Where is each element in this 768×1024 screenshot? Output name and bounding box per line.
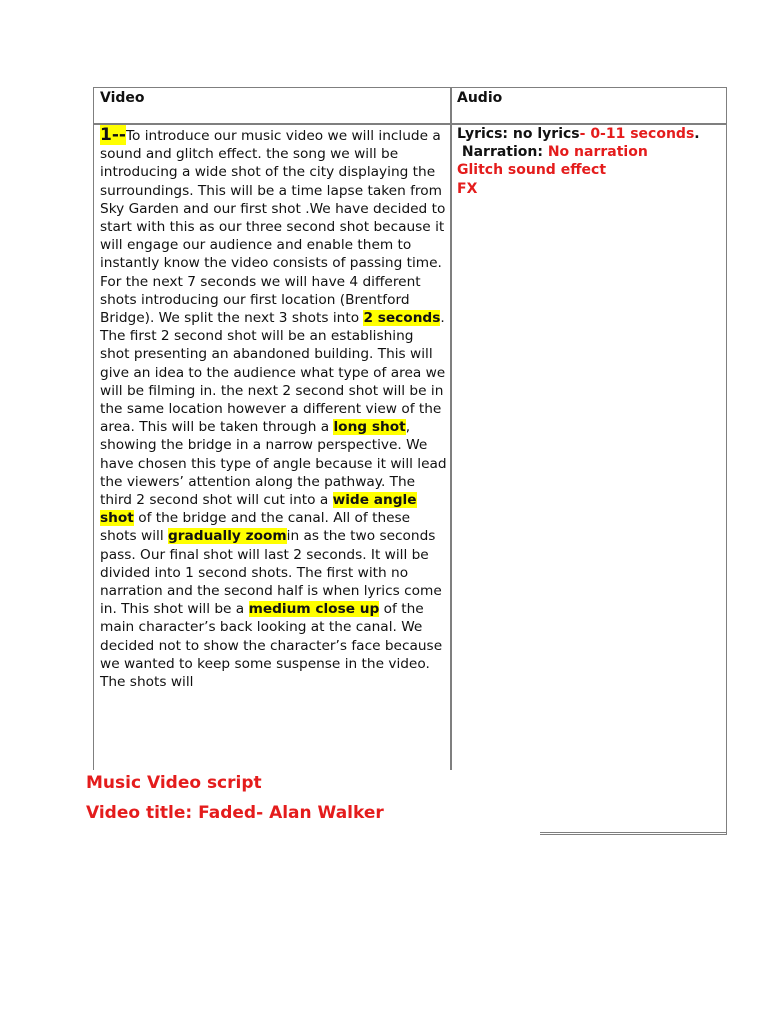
table-bottom-border — [540, 832, 726, 833]
audio-description-cell — [450, 123, 727, 835]
highlight-medium-close-up: medium close up — [248, 601, 380, 618]
video-header-label: Video — [100, 90, 145, 106]
audio-header-cell — [450, 87, 727, 125]
video-description-cell — [93, 123, 452, 774]
highlight-wide-angle-shot: wide angle shot — [100, 492, 417, 527]
video-text-part: To introduce our music video we will include a sound and glitch effect. the song we will be introducing a wide shot of the city displaying the surroundings. This will be a time lapse taken from Sky Garden and our first shot .We have decided to start with this as our three second shot because it will engage our audience and enable them to instantly know the video consists of passing time. For the next 7 seconds we will have 4 different shots introducing our first location (Brentford Bridge). We split the next 3 shots into — [100, 128, 446, 327]
video-description-text — [100, 126, 447, 691]
lyrics-label: Lyrics: no lyrics — [457, 126, 580, 142]
video-text-part: in as the two seconds pass. Our final shot will last 2 seconds. It will be divided into 1 second shots. The first with no narration and the second half is when lyrics come in. This shot will be a — [100, 528, 442, 618]
narration-value: No narration — [547, 144, 648, 161]
video-text-part: , showing the bridge in a narrow perspective. We have chosen this type of angle because it will lead the viewers’ attention along the pathway. The third 2 second shot will cut into a — [100, 419, 447, 509]
video-text-part: . The first 2 second shot will be an establishing shot presenting an abandoned building. This will give an idea to the audience what type of area we will be filming in. the next 2 second shot will be in the same location however a different view of the area. This will be taken through a — [100, 310, 446, 436]
narration-label: Narration: — [461, 144, 548, 161]
fx-line: FX — [457, 180, 478, 197]
highlight-long-shot: long shot — [333, 419, 406, 436]
document-title: Music Video script — [86, 773, 262, 793]
lyrics-time: 0-11 seconds — [590, 126, 695, 142]
audio-header-label: Audio — [457, 90, 503, 106]
glitch-line: Glitch sound effect — [457, 162, 607, 179]
audio-description-text — [457, 125, 722, 198]
narration-line — [457, 143, 722, 161]
highlight-gradually-zoom: gradually zoom — [167, 528, 287, 545]
video-text-part: of the bridge and the canal. All of these shots will — [100, 510, 411, 545]
video-header-cell — [93, 87, 452, 125]
lyrics-dot: . — [694, 126, 700, 142]
lyrics-line — [457, 125, 722, 143]
highlight-two-seconds: 2 seconds — [363, 310, 441, 327]
lyrics-dash: - — [579, 126, 591, 142]
video-title: Video title: Faded- Alan Walker — [86, 803, 384, 823]
video-text-part: of the main character’s back looking at the canal. We decided not to show the character’s face because we wanted to keep some suspense in the video. The shots will — [100, 601, 443, 691]
shot-number-marker: 1-- — [100, 125, 126, 145]
